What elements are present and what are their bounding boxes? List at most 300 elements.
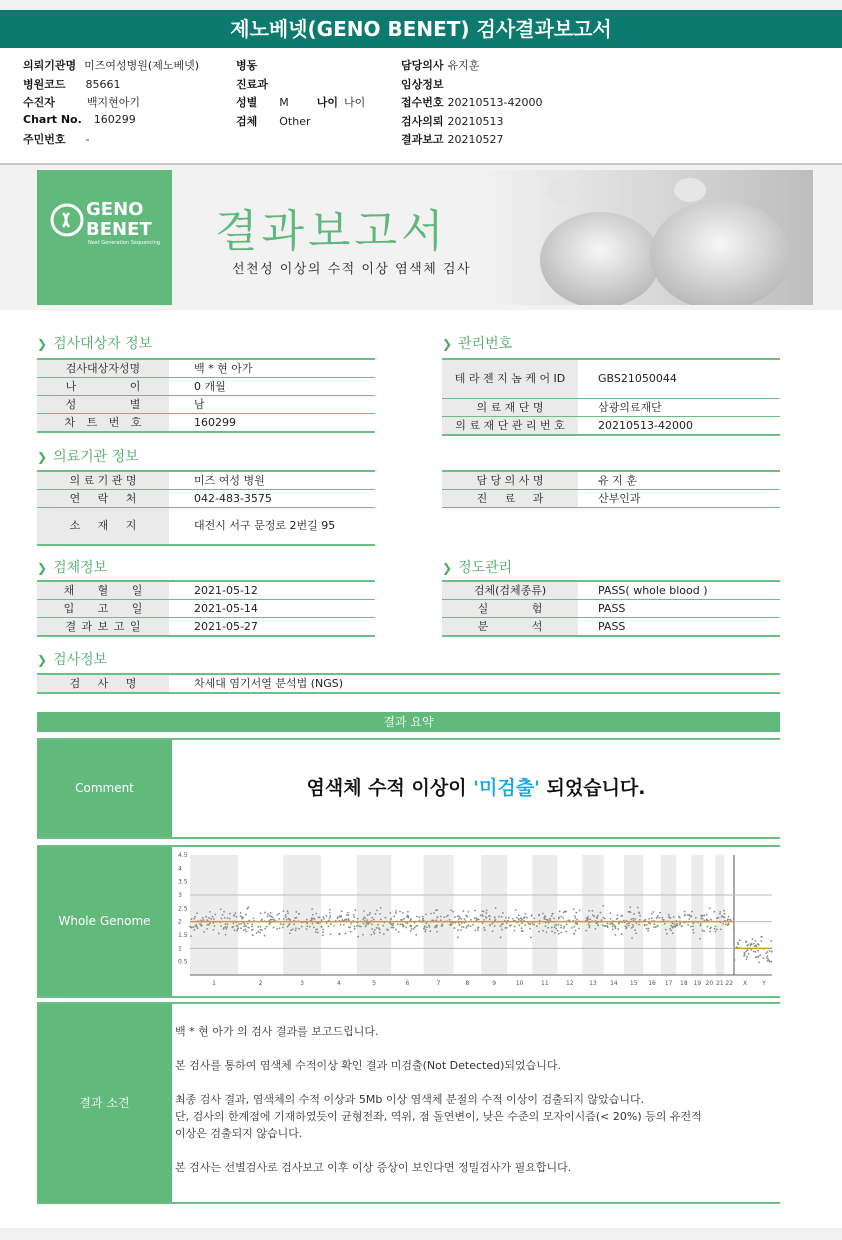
data-point: [669, 928, 671, 930]
data-point: [422, 916, 424, 918]
data-point: [348, 918, 350, 920]
data-point: [260, 912, 262, 914]
data-point: [769, 961, 771, 963]
data-point: [703, 915, 705, 917]
test-table: [37, 673, 780, 694]
quality-table: [442, 580, 780, 637]
data-point: [617, 914, 619, 916]
data-point: [713, 911, 715, 913]
data-point: [286, 919, 288, 921]
data-point: [699, 925, 701, 927]
data-point: [575, 917, 577, 919]
data-point: [403, 925, 405, 927]
data-point: [407, 911, 409, 913]
data-point: [500, 936, 502, 938]
data-point: [565, 931, 567, 933]
data-point: [512, 918, 514, 920]
data-point: [267, 915, 269, 917]
table-row: [442, 399, 780, 416]
data-point: [502, 912, 504, 914]
data-point: [674, 926, 676, 928]
data-point: [481, 914, 483, 916]
data-point: [549, 919, 551, 921]
x-tick-label: 8: [465, 980, 470, 987]
data-point: [509, 925, 511, 927]
data-point: [756, 956, 758, 958]
data-point: [746, 945, 748, 947]
data-point: [765, 952, 767, 954]
data-point: [491, 923, 493, 925]
data-point: [651, 917, 653, 919]
data-point: [688, 918, 690, 920]
data-point: [553, 917, 555, 919]
data-point: [651, 913, 653, 915]
data-point: [260, 926, 262, 928]
comment-text: [172, 740, 780, 837]
data-point: [767, 958, 769, 960]
data-point: [252, 918, 254, 920]
data-point: [353, 916, 355, 918]
data-point: [236, 916, 238, 918]
table-bottom-line: [442, 635, 780, 637]
data-point: [222, 914, 224, 916]
data-point: [279, 927, 281, 929]
data-point: [224, 917, 226, 919]
data-point: [754, 940, 756, 942]
data-point: [452, 911, 454, 913]
data-point: [206, 919, 208, 921]
section-heading-specimen: [37, 557, 107, 577]
data-point: [287, 912, 289, 914]
data-point: [449, 919, 451, 921]
data-point: [687, 924, 689, 926]
data-point: [424, 925, 426, 927]
data-point: [325, 915, 327, 917]
data-point: [429, 930, 431, 932]
data-point: [435, 909, 437, 911]
data-point: [702, 918, 704, 920]
hdr-value: 나이: [344, 96, 366, 109]
institution-table: [37, 470, 375, 546]
logo-line1: GENO: [86, 199, 144, 220]
data-point: [271, 919, 273, 921]
data-point: [630, 919, 632, 921]
data-point: [203, 919, 205, 921]
data-point: [237, 925, 239, 927]
data-point: [248, 927, 250, 929]
data-point: [505, 927, 507, 929]
data-point: [322, 931, 324, 933]
data-point: [524, 924, 526, 926]
data-point: [585, 930, 587, 932]
data-point: [214, 914, 216, 916]
data-point: [646, 928, 648, 930]
section-heading-institution: [37, 446, 139, 466]
data-point: [551, 930, 553, 932]
table-row: [37, 508, 375, 544]
data-point: [245, 929, 247, 931]
data-point: [615, 934, 617, 936]
data-point: [500, 925, 502, 927]
data-point: [728, 923, 730, 925]
data-point: [282, 927, 284, 929]
data-point: [709, 907, 711, 909]
data-point: [339, 933, 341, 935]
data-point: [245, 925, 247, 927]
data-point: [607, 923, 609, 925]
data-point: [716, 928, 718, 930]
data-point: [767, 951, 769, 953]
data-point: [630, 911, 632, 913]
data-point: [551, 927, 553, 929]
data-point: [373, 919, 375, 921]
section-heading-management: [442, 333, 512, 353]
data-point: [743, 955, 745, 957]
data-point: [436, 931, 438, 933]
summary-heading: 결과 요약: [37, 712, 780, 732]
data-point: [733, 923, 735, 925]
data-point: [751, 943, 753, 945]
data-point: [750, 949, 752, 951]
data-point: [229, 918, 231, 920]
data-point: [306, 919, 308, 921]
chevron-right-icon: ❯: [37, 653, 48, 667]
y-tick-label: 0.5: [178, 958, 188, 966]
divider: [37, 1202, 780, 1204]
data-point: [242, 917, 244, 919]
data-point: [459, 924, 461, 926]
data-point: [744, 952, 746, 954]
data-point: [578, 927, 580, 929]
data-point: [245, 931, 247, 933]
hdr-value: 160299: [93, 112, 136, 126]
data-point: [454, 916, 456, 918]
logo: [37, 170, 172, 305]
data-point: [524, 913, 526, 915]
data-point: [337, 916, 339, 918]
data-point: [264, 912, 266, 914]
hdr-label: 성별: [236, 96, 258, 109]
data-point: [576, 919, 578, 921]
data-point: [739, 939, 741, 941]
data-point: [400, 919, 402, 921]
comment-suffix: 되었습니다.: [539, 777, 646, 799]
hdr-label: 병원코드: [23, 77, 66, 91]
data-point: [347, 912, 349, 914]
data-point: [329, 917, 331, 919]
data-point: [755, 945, 757, 947]
data-point: [415, 925, 417, 927]
data-point: [703, 930, 705, 932]
data-point: [722, 923, 724, 925]
data-point: [410, 926, 412, 928]
data-point: [486, 910, 488, 912]
data-point: [326, 922, 328, 924]
data-point: [220, 918, 222, 920]
data-point: [450, 924, 452, 926]
row-value: 삼광의료재단: [598, 401, 662, 414]
data-point: [463, 926, 465, 928]
data-point: [659, 912, 661, 914]
data-point: [450, 909, 452, 911]
header-right: [401, 57, 661, 150]
data-point: [460, 929, 462, 931]
data-point: [210, 918, 212, 920]
data-point: [628, 922, 630, 924]
data-point: [552, 913, 554, 915]
data-point: [441, 925, 443, 927]
data-point: [758, 944, 760, 946]
data-point: [554, 926, 556, 928]
row-value: 백 * 현 아가: [194, 362, 253, 375]
data-point: [758, 956, 760, 958]
data-point: [243, 929, 245, 931]
data-point: [399, 911, 401, 913]
data-point: [403, 918, 405, 920]
data-point: [609, 923, 611, 925]
data-point: [542, 913, 544, 915]
row-value: 대전시 서구 문정로 2번길 95: [194, 519, 336, 532]
data-point: [556, 924, 558, 926]
data-point: [218, 933, 220, 935]
data-point: [534, 918, 536, 920]
data-point: [530, 937, 532, 939]
data-point: [644, 924, 646, 926]
banner-title: 결과보고서: [215, 206, 448, 257]
genome-chart: [172, 847, 780, 996]
data-point: [322, 916, 324, 918]
data-point: [729, 919, 731, 921]
data-point: [501, 929, 503, 931]
data-point: [634, 929, 636, 931]
table-row: [37, 472, 375, 489]
table-row: [37, 582, 375, 599]
y-tick-label: 1.5: [178, 932, 188, 939]
header-middle: [236, 57, 396, 131]
data-point: [753, 943, 755, 945]
data-point: [706, 926, 708, 928]
x-tick-label: 13: [589, 980, 597, 987]
hdr-label: 접수번호: [401, 96, 444, 109]
data-point: [379, 929, 381, 931]
data-point: [706, 914, 708, 916]
data-point: [190, 935, 192, 937]
data-point: [237, 927, 239, 929]
data-point: [341, 919, 343, 921]
hdr-label: Chart No.: [23, 112, 82, 126]
data-point: [292, 929, 294, 931]
data-point: [362, 934, 364, 936]
data-point: [657, 925, 659, 927]
data-point: [494, 917, 496, 919]
data-point: [371, 928, 373, 930]
data-point: [340, 915, 342, 917]
data-point: [719, 911, 721, 913]
data-point: [639, 912, 641, 914]
data-point: [279, 918, 281, 920]
data-point: [659, 917, 661, 919]
data-point: [330, 933, 332, 935]
data-point: [607, 926, 609, 928]
data-point: [758, 961, 760, 963]
data-point: [363, 910, 365, 912]
data-point: [666, 933, 668, 935]
data-point: [225, 926, 227, 928]
data-point: [203, 931, 205, 933]
data-point: [714, 928, 716, 930]
data-point: [483, 919, 485, 921]
data-point: [380, 918, 382, 920]
data-point: [357, 936, 359, 938]
data-point: [679, 924, 681, 926]
section-title: 검체정보: [53, 560, 108, 576]
data-point: [568, 919, 570, 921]
data-point: [653, 926, 655, 928]
data-point: [348, 926, 350, 928]
data-point: [621, 915, 623, 917]
data-point: [285, 916, 287, 918]
divider: [37, 837, 780, 839]
data-point: [745, 950, 747, 952]
data-point: [376, 927, 378, 929]
chromosome-band: [424, 855, 454, 975]
findings-text: [175, 1023, 775, 1176]
data-point: [518, 914, 520, 916]
data-point: [433, 912, 435, 914]
data-point: [760, 940, 762, 942]
hdr-value: 유지훈: [447, 59, 480, 72]
data-point: [595, 928, 597, 930]
row-label: 검사대상자성명: [37, 360, 169, 377]
data-point: [668, 914, 670, 916]
data-point: [402, 912, 404, 914]
data-point: [266, 926, 268, 928]
data-point: [769, 950, 771, 952]
row-value: 160299: [194, 416, 236, 429]
data-point: [600, 912, 602, 914]
data-point: [364, 917, 366, 919]
data-point: [592, 910, 594, 912]
data-point: [233, 922, 235, 924]
x-tick-label: 9: [492, 980, 497, 987]
hdr-label: 검사의뢰: [401, 114, 444, 128]
x-tick-label: 3: [300, 980, 304, 987]
data-point: [737, 942, 739, 944]
chevron-right-icon: ❯: [37, 561, 48, 575]
table-row: [37, 675, 780, 692]
data-point: [278, 913, 280, 915]
data-point: [770, 940, 772, 942]
data-point: [423, 928, 425, 930]
data-point: [379, 913, 381, 915]
data-point: [311, 908, 313, 910]
table-row: [37, 490, 375, 507]
data-point: [757, 950, 759, 952]
data-point: [223, 911, 225, 913]
section-heading-quality: [442, 557, 512, 577]
data-point: [728, 916, 730, 918]
row-value: 차세대 염기서열 분석법 (NGS): [194, 677, 344, 690]
data-point: [480, 914, 482, 916]
data-point: [288, 924, 290, 926]
data-point: [459, 917, 461, 919]
data-point: [212, 916, 214, 918]
data-point: [235, 912, 237, 914]
data-point: [715, 930, 717, 932]
data-point: [436, 926, 438, 928]
data-point: [484, 929, 486, 931]
data-point: [346, 919, 348, 921]
data-point: [405, 927, 407, 929]
row-value: 2021-05-12: [194, 584, 258, 597]
data-point: [443, 916, 445, 918]
data-point: [413, 928, 415, 930]
data-point: [601, 919, 603, 921]
data-point: [721, 915, 723, 917]
data-point: [563, 927, 565, 929]
logo-tagline: Next Generation Sequencing: [88, 240, 161, 246]
table-row: [442, 360, 780, 398]
comment-prefix: 염색체 수적 이상이: [306, 777, 474, 799]
data-point: [315, 913, 317, 915]
data-point: [481, 910, 483, 912]
data-point: [454, 927, 456, 929]
data-point: [322, 934, 324, 936]
data-point: [374, 929, 376, 931]
data-point: [498, 916, 500, 918]
data-point: [554, 924, 556, 926]
baby-feet-image: [480, 170, 813, 305]
data-point: [261, 929, 263, 931]
data-point: [395, 910, 397, 912]
data-point: [597, 924, 599, 926]
data-point: [521, 922, 523, 924]
data-point: [558, 916, 560, 918]
data-point: [676, 923, 678, 925]
data-point: [293, 923, 295, 925]
data-point: [587, 918, 589, 920]
data-point: [377, 924, 379, 926]
table-row: [37, 396, 375, 413]
data-point: [588, 910, 590, 912]
x-tick-label: 10: [515, 980, 524, 987]
data-point: [240, 912, 242, 914]
row-value: PASS: [598, 620, 626, 633]
data-point: [398, 931, 400, 933]
data-point: [357, 918, 359, 920]
chevron-right-icon: ❯: [442, 337, 453, 351]
data-point: [699, 938, 701, 940]
data-point: [414, 927, 416, 929]
baby-feet-icon: [480, 170, 813, 305]
data-point: [560, 927, 562, 929]
data-point: [256, 932, 258, 934]
data-point: [494, 925, 496, 927]
data-point: [257, 926, 259, 928]
data-point: [367, 923, 369, 925]
x-tick-label: 11: [541, 980, 549, 987]
data-point: [474, 910, 476, 912]
data-point: [229, 913, 231, 915]
data-point: [505, 917, 507, 919]
data-point: [234, 929, 236, 931]
data-point: [621, 933, 623, 935]
data-point: [747, 953, 749, 955]
data-point: [508, 917, 510, 919]
data-point: [612, 928, 614, 930]
data-point: [477, 929, 479, 931]
x-tick-label: 15: [629, 980, 638, 987]
